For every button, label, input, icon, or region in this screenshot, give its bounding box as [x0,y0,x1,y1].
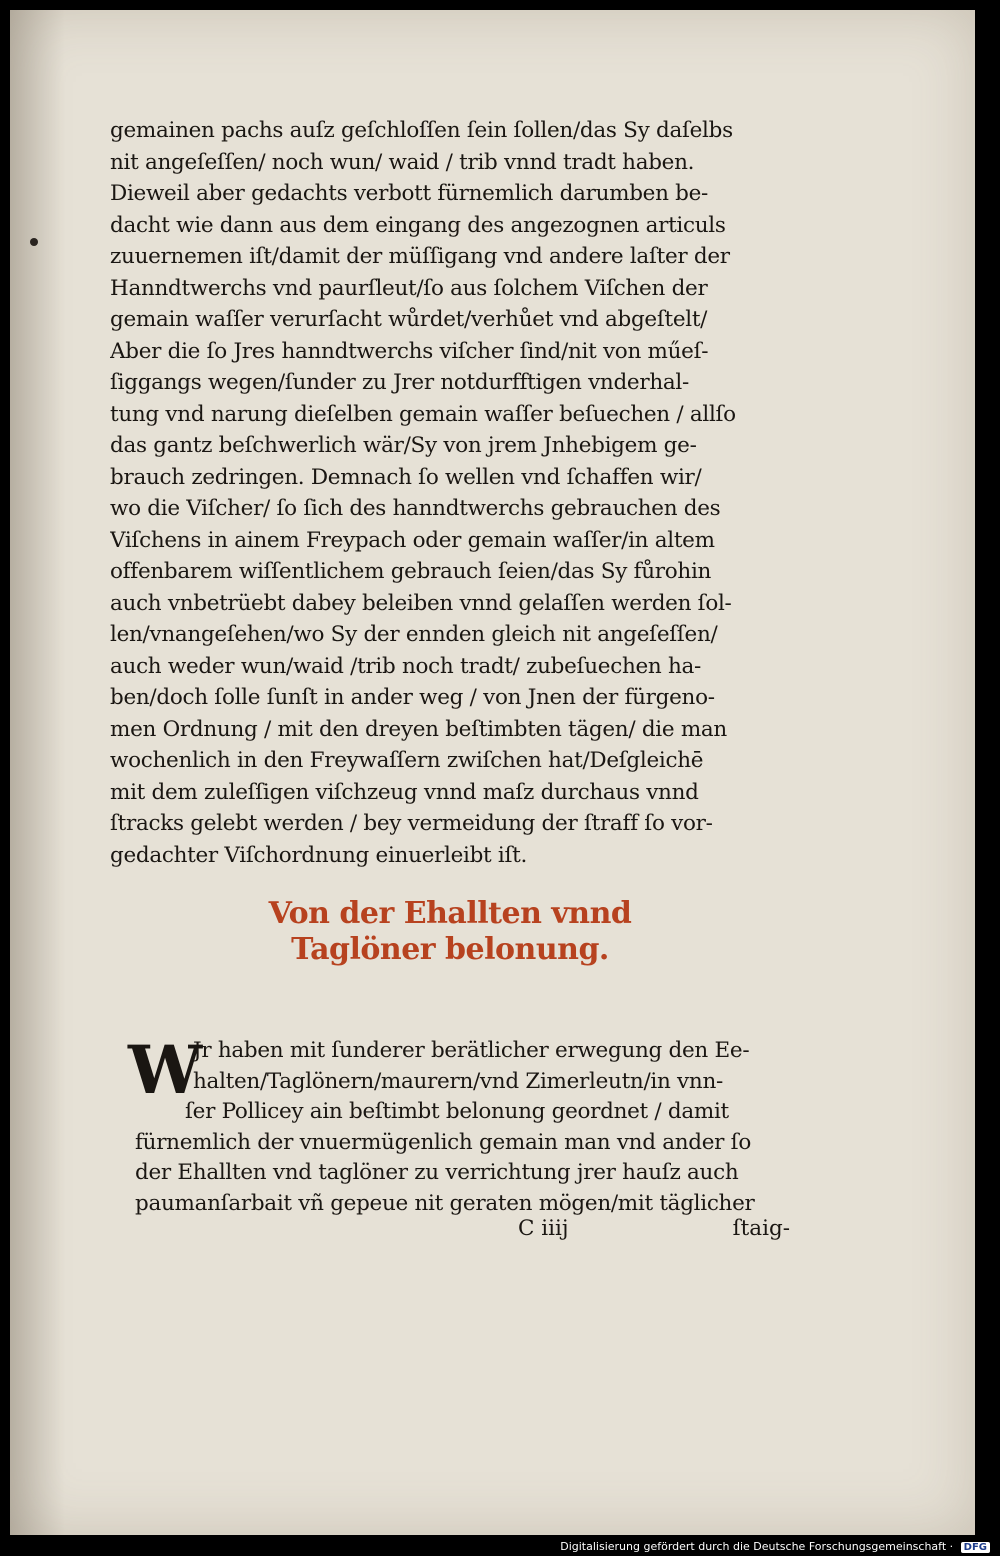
catchword: ſtaig- [732,1216,790,1241]
text-line: ſtracks gelebt werden / bey vermeidung der ſtraff ſo vor- [110,811,713,836]
text-line: der Ehallten vnd taglöner zu verrichtung jrer hauſz auch [135,1160,739,1185]
signature-mark: C iiij [518,1216,569,1241]
text-line: gemain waſſer verurſacht wůrdet/verhůet vnd abgeſtelt/ [110,307,708,332]
section-heading-line-2: Taglöner belonung. [291,932,609,967]
text-line: tung vnd narung dieſelben gemain waſſer beſuechen / allſo [110,401,736,427]
section-heading-line-1: Von der Ehallten vnnd [268,896,632,931]
text-line: zuuernemen iſt/damit der müſſigang vnd andere laſter der [110,244,730,269]
text-line: len/vnangeſehen/wo Sy der ennden gleich nit angeſeſſen/ [110,622,718,647]
text-line: auch weder wun/waid /trib noch tradt/ zubeſuechen ha- [110,653,702,679]
text-line: das gantz beſchwerlich wär/Sy von jrem Jnhebigem ge- [110,433,697,458]
text-line: ſer Pollicey ain beſtimbt belonung geordnet / damit [185,1099,729,1124]
text-line: offenbarem wiſſentlichem gebrauch ſeien/das Sy fůrohin [110,559,712,584]
text-line: ſiggangs wegen/ſunder zu Jrer notdurfftigen vnderhal- [110,370,689,395]
text-line: Aber die ſo Jres hanndtwerchs viſcher ſind/nit von műeſ- [110,338,709,364]
text-line: wochenlich in den Freywaſſern zwiſchen hat/Deſgleichē [110,748,704,773]
document-page [10,10,975,1535]
page-gutter-shadow [10,10,65,1535]
text-line: ben/doch ſolle ſunſt in ander weg / von Jnen der fürgeno- [110,685,715,710]
text-line: dacht wie dann aus dem eingang des angezognen articuls [110,212,726,238]
text-line: nit angeſeſſen/ noch wun/ waid / trib vnnd tradt haben. [110,149,695,175]
drop-cap: W [128,1031,203,1109]
page-footer [510,1216,790,1248]
text-line: fürnemlich der vnuermügenlich gemain man vnd ander ſo [135,1129,751,1155]
paragraph-1 [110,115,780,871]
text-line: men Ordnung / mit den dreyen beſtimbten tägen/ die man [110,716,727,742]
text-line: mit dem zuleſſigen viſchzeug vnnd maſz durchaus vnnd [110,779,699,805]
text-line: paumanſarbait vñ gepeue nit geraten mögen/mit täglicher [135,1190,755,1216]
dfg-logo-icon: DFG [961,1542,990,1553]
text-line: Viſchens in ainem Freypach oder gemain waſſer/in altem [110,527,715,553]
text-line: gemainen pachs auſz geſchloſſen ſein ſollen/das Sy daſelbs [110,118,733,143]
text-line: Dieweil aber gedachts verbott fürnemlich darumben be- [110,181,709,206]
margin-mark [30,238,38,246]
text-line: gedachter Viſchordnung einuerleibt iſt. [110,842,528,868]
text-line: auch vnbetrüebt dabey beleiben vnnd gelaſſen werden ſol- [110,590,732,616]
paragraph-2 [135,1036,785,1219]
text-line: brauch zedringen. Demnach ſo wellen vnd ſchaffen wir/ [110,464,702,490]
text-line: Hanndtwerchs vnd paurſleut/ſo aus ſolchem Viſchen der [110,275,708,301]
text-line: halten/Taglönern/maurern/vnd Zimerleutn/in vnn- [193,1068,723,1094]
funding-text: Digitalisierung gefördert durch die Deutsche Forschungsgemeinschaft · [560,1540,954,1553]
text-line: wo die Viſcher/ ſo ſich des hanndtwerchs gebrauchen des [110,496,721,521]
funding-notice [560,1540,990,1553]
text-line: Jr haben mit ſunderer berätlicher erwegung den Ee- [193,1038,750,1063]
